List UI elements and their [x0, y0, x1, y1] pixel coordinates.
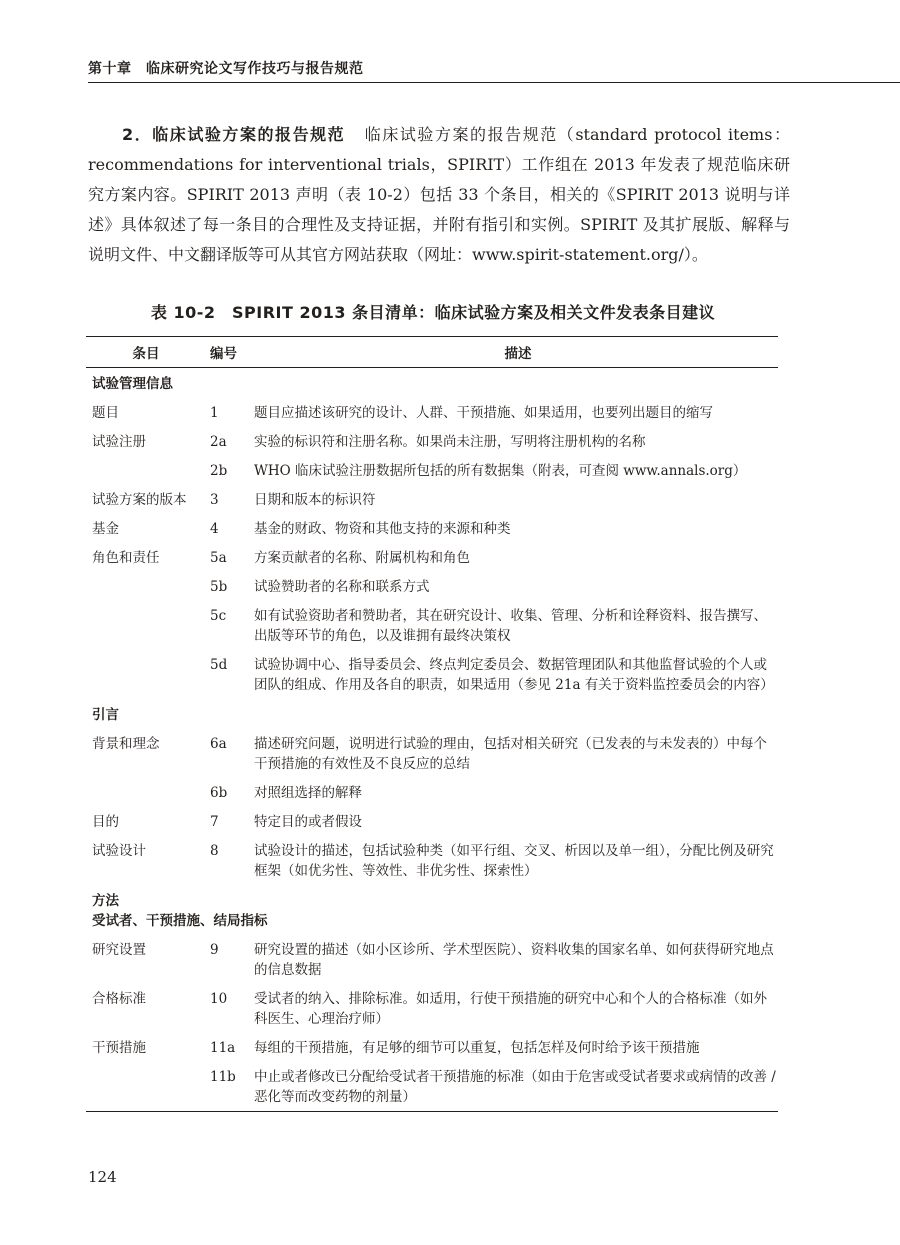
row-number: 7 [210, 814, 219, 830]
table-row [86, 514, 778, 543]
row-number: 10 [210, 991, 228, 1007]
row-item: 试验方案的版本 [92, 492, 187, 508]
chapter-header: 第十章 临床研究论文写作技巧与报告规范 [88, 61, 364, 77]
table-row [86, 729, 778, 778]
row-item: 目的 [92, 814, 119, 830]
section-methods [86, 885, 778, 935]
table-row [86, 1062, 778, 1111]
row-description: 描述研究问题，说明进行试验的理由，包括对相关研究（已发表的与未发表的）中每个干预措施的有效性及不良反应的总结 [254, 736, 767, 772]
header-divider [88, 82, 900, 83]
row-description: 受试者的纳入、排除标准。如适用，行使干预措施的研究中心和个人的合格标准（如外科医生、心理治疗师） [254, 991, 767, 1027]
row-item [86, 461, 206, 481]
row-item: 背景和理念 [92, 736, 160, 752]
table-row [86, 427, 778, 456]
row-number: 2b [210, 463, 228, 479]
row-item [86, 606, 206, 646]
table-row [86, 984, 778, 1033]
row-number: 5d [210, 657, 228, 673]
row-number: 5a [210, 550, 227, 566]
table-header-row [86, 337, 778, 368]
header-number: 编号 [210, 346, 237, 362]
row-description: 对照组选择的解释 [254, 785, 362, 801]
table-row [86, 398, 778, 427]
row-item [86, 783, 206, 803]
row-description: 基金的财政、物资和其他支持的来源和种类 [254, 521, 511, 537]
row-number: 2a [210, 434, 227, 450]
section-methods-subtitle: 受试者、干预措施、结局指标 [92, 913, 268, 929]
row-number: 1 [210, 405, 219, 421]
row-description: 每组的干预措施，有足够的细节可以重复，包括怎样及何时给予该干预措施 [254, 1040, 700, 1056]
section-methods-title: 方法 [92, 893, 119, 909]
row-description: 如有试验资助者和赞助者，其在研究设计、收集、管理、分析和诠释资料、报告撰写、出版等环节的角色，以及谁拥有最终决策权 [254, 608, 767, 644]
row-description: WHO 临床试验注册数据所包括的所有数据集（附表，可查阅 www.annals.org） [254, 463, 747, 479]
row-item: 题目 [92, 405, 119, 421]
row-number: 9 [210, 942, 219, 958]
row-number: 8 [210, 843, 219, 859]
row-number: 5b [210, 579, 228, 595]
row-number: 6b [210, 785, 228, 801]
row-description: 试验协调中心、指导委员会、终点判定委员会、数据管理团队和其他监督试验的个人或团队的组成、作用及各自的职责，如果适用（参见 21a 有关于资料监控委员会的内容） [254, 657, 774, 693]
row-description: 中止或者修改已分配给受试者干预措施的标准（如由于危害或受试者要求或病情的改善 / 恶化等而改变药物的剂量） [254, 1069, 776, 1105]
row-number: 6a [210, 736, 227, 752]
intro-paragraph [88, 120, 790, 270]
table-row [86, 836, 778, 885]
table-row [86, 485, 778, 514]
row-item: 合格标准 [92, 991, 146, 1007]
table-row [86, 935, 778, 984]
row-item: 干预措施 [92, 1040, 146, 1056]
row-description: 试验设计的描述，包括试验种类（如平行组、交叉、析因以及单一组），分配比例及研究框架（如优劣性、等效性、非优劣性、探索性） [254, 843, 774, 879]
row-number: 4 [210, 521, 219, 537]
header-item: 条目 [132, 346, 160, 362]
header-description: 描述 [504, 346, 532, 362]
table-row [86, 572, 778, 601]
row-description: 研究设置的描述（如小区诊所、学术型医院）、资料收集的国家名单、如何获得研究地点的信息数据 [254, 942, 774, 978]
table-row [86, 456, 778, 485]
row-description: 特定目的或者假设 [254, 814, 362, 830]
table-row [86, 807, 778, 836]
row-description: 方案贡献者的名称、附属机构和角色 [254, 550, 470, 566]
intro-text: 临床试验方案的报告规范（standard protocol items：recommendations for interventional trials，SPIRIT）工作组在 2013 年发表了规范临床研究方案内容。SPIRIT 2013 声明（表 10-2）包括 33 个条目，相关的《SPIRIT 2013 说明与详述》具体叙述了每一条目的合理性及支持证据，并附有指引和实例。SPIRIT 及其扩展版、解释与说明文件、中文翻译版等可从其官方网站获取（网址：www.spirit-statement.org/）。 [88, 125, 790, 264]
row-description: 试验赞助者的名称和联系方式 [254, 579, 430, 595]
row-item: 基金 [92, 521, 119, 537]
row-item [86, 1067, 206, 1107]
section-intro: 引言 [92, 707, 119, 723]
spirit-table [86, 336, 778, 1112]
table-title: 表 10-2 SPIRIT 2013 条目清单：临床试验方案及相关文件发表条目建议 [150, 303, 716, 322]
table-row [86, 543, 778, 572]
table-row [86, 1033, 778, 1062]
row-number: 11b [210, 1069, 236, 1085]
row-description: 题目应描述该研究的设计、人群、干预措施、如果适用，也要列出题目的缩写 [254, 405, 713, 421]
row-description: 日期和版本的标识符 [254, 492, 376, 508]
row-item [86, 577, 206, 597]
row-item [86, 655, 206, 695]
row-number: 5c [210, 608, 227, 624]
intro-lead: 2．临床试验方案的报告规范 [122, 125, 346, 144]
table-row [86, 601, 778, 650]
row-number: 3 [210, 492, 219, 508]
row-item: 角色和责任 [92, 550, 160, 566]
row-description: 实验的标识符和注册名称。如果尚未注册，写明将注册机构的名称 [254, 434, 646, 450]
row-number: 11a [210, 1040, 236, 1056]
row-item: 试验设计 [92, 843, 146, 859]
row-item: 试验注册 [92, 434, 146, 450]
table-row [86, 778, 778, 807]
table-row [86, 650, 778, 699]
page-number: 124 [88, 1168, 117, 1186]
section-admin: 试验管理信息 [92, 376, 173, 392]
row-item: 研究设置 [92, 942, 146, 958]
